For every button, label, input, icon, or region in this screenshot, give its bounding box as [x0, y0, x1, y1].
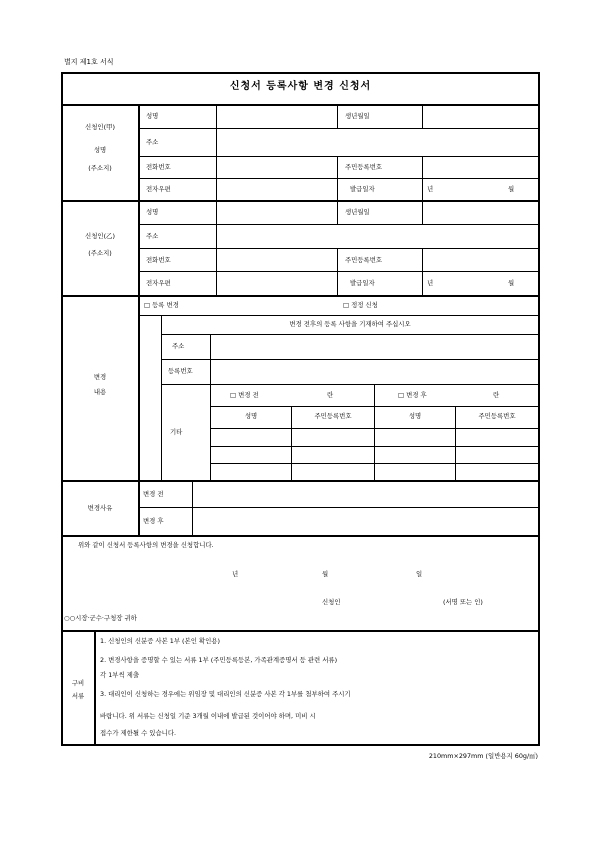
co-applicant-row-rule	[138, 248, 539, 249]
note-item: 바랍니다. 위 서류는 신청일 기준 3개월 이내에 발급된 것이어야 하며, 미비 시	[100, 712, 316, 720]
details-label-col	[210, 334, 211, 480]
co-applicant-group-label: 신청인(乙)	[85, 232, 115, 240]
notes-label-divider	[94, 631, 96, 745]
reason-col-divider	[192, 481, 193, 535]
details-group-label: 변경	[93, 373, 107, 381]
details-row-rule	[138, 315, 539, 316]
applicant-address-label: 주소	[146, 138, 159, 146]
rule-title	[62, 104, 539, 106]
applicant-row-rule	[138, 156, 539, 157]
rule-applicant	[62, 200, 539, 202]
details-row-rule	[161, 359, 539, 360]
details-group-label: 내용	[93, 388, 107, 396]
signature-label: 신청인	[322, 598, 341, 606]
declaration-day: 일	[416, 570, 423, 578]
applicant-row-rule	[138, 128, 539, 129]
note-item: 2. 변경사항을 증명할 수 있는 서류 1부 (주민등록등본, 가족관계증명서 등 관련 서류)	[100, 656, 338, 664]
applicant-date-year: 년	[427, 185, 434, 193]
applicant-group-label: 신청인(甲)	[85, 123, 115, 131]
details-before-header[interactable]: □ 변경 전	[230, 391, 259, 399]
rule-declaration	[62, 630, 539, 632]
declaration-statement: 위와 같이 신청서 등록사항의 변경을 신청합니다.	[78, 541, 214, 549]
checkbox-correction[interactable]: □ 정정 신청	[343, 301, 378, 309]
note-item: 접수가 제한될 수 있습니다.	[100, 729, 177, 737]
reason-label-divider	[138, 481, 140, 535]
details-row-rule	[161, 334, 539, 335]
co-applicant-phone-label: 전화번호	[146, 256, 171, 264]
co-applicant-col-divider	[422, 201, 423, 224]
details-after-mark: 란	[493, 391, 500, 399]
applicant-birth-label: 생년월일	[345, 112, 370, 120]
applicant-col-divider	[422, 156, 423, 200]
reason-group-label: 변경사유	[87, 504, 113, 512]
applicant-email-label: 전자우편	[146, 185, 171, 193]
details-inner-divider	[161, 315, 162, 480]
applicant-group-label: 성명	[93, 146, 107, 154]
rule-details	[62, 480, 539, 482]
applicant-date-month: 월	[508, 185, 515, 193]
details-other-label: 기타	[170, 428, 183, 436]
details-col-header: 주민등록번호	[314, 412, 352, 420]
applicant-col-divider	[337, 105, 338, 128]
notes-label: 서류	[71, 692, 85, 700]
co-applicant-row-rule	[138, 271, 539, 272]
signature-mark: (서명 또는 인)	[443, 598, 483, 606]
co-applicant-col-divider	[422, 248, 423, 295]
rule-reason	[62, 535, 539, 537]
co-applicant-date-month: 월	[508, 279, 515, 287]
co-applicant-address-label: 주소	[146, 232, 159, 240]
details-col-divider	[374, 384, 375, 480]
recipient: ○○시장·군수·구청장 귀하	[64, 614, 137, 622]
paper-spec: 210mm×297mm (일반용지 60g/㎡)	[428, 752, 538, 760]
applicant-col-divider	[216, 105, 217, 200]
reason-after-label: 변경 후	[143, 517, 164, 525]
co-applicant-issue-date-label: 발급일자	[350, 279, 375, 287]
co-applicant-row-rule	[138, 224, 539, 225]
note-item: 1. 신청인의 신분증 사본 1부 (본인 확인용)	[100, 637, 220, 645]
note-item: 3. 대리인이 신청하는 경우에는 위임장 및 대리인의 신분증 사본 각 1부를 첨부하여 주시기	[100, 690, 351, 698]
rule-co-applicant	[62, 295, 539, 297]
applicant-row-rule	[138, 178, 539, 179]
details-before-mark: 란	[327, 391, 334, 399]
details-col-header: 주민등록번호	[478, 412, 516, 420]
page-title: 신청서 등록사항 변경 신청서	[229, 81, 372, 92]
co-applicant-date-year: 년	[427, 279, 434, 287]
checkbox-change[interactable]: □ 등록 변경	[144, 301, 179, 309]
declaration-month: 월	[322, 570, 329, 578]
note-item: 각 1부씩 제출	[100, 671, 139, 679]
co-applicant-name-label: 성명	[146, 208, 159, 216]
details-col-header: 성명	[244, 412, 258, 420]
reason-before-label: 변경 전	[143, 490, 164, 498]
details-after-header[interactable]: □ 변경 후	[398, 391, 427, 399]
applicant-col-divider	[422, 105, 423, 128]
co-applicant-col-divider	[337, 201, 338, 224]
applicant-id-label: 주민등록번호	[345, 163, 383, 171]
co-applicant-col-divider	[216, 201, 217, 295]
details-address-label: 주소	[172, 342, 185, 350]
details-row-rule	[161, 384, 539, 385]
applicant-group-label: (주소지)	[88, 164, 112, 172]
applicant-col-divider	[337, 156, 338, 200]
details-subheader: 변경 전후의 등록 사항을 기재하여 주십시오	[289, 320, 411, 328]
form-number: 별지 제1호 서식	[64, 58, 114, 66]
notes-label: 구비	[71, 679, 85, 687]
declaration-year: 년	[232, 570, 239, 578]
details-col-header: 성명	[408, 412, 422, 420]
applicant-phone-label: 전화번호	[146, 163, 171, 171]
applicant-name-label: 성명	[146, 112, 159, 120]
co-applicant-email-label: 전자우편	[146, 279, 171, 287]
co-applicant-label-divider	[138, 201, 140, 295]
co-applicant-group-label: (주소지)	[88, 249, 112, 257]
co-applicant-birth-label: 생년월일	[345, 208, 370, 216]
applicant-label-divider	[138, 105, 140, 200]
reason-row-rule	[138, 507, 539, 508]
applicant-issue-date-label: 발급일자	[350, 185, 375, 193]
co-applicant-id-label: 주민등록번호	[345, 256, 383, 264]
co-applicant-col-divider	[337, 248, 338, 295]
details-regno-label: 등록번호	[168, 367, 193, 375]
details-label-divider	[138, 296, 140, 480]
